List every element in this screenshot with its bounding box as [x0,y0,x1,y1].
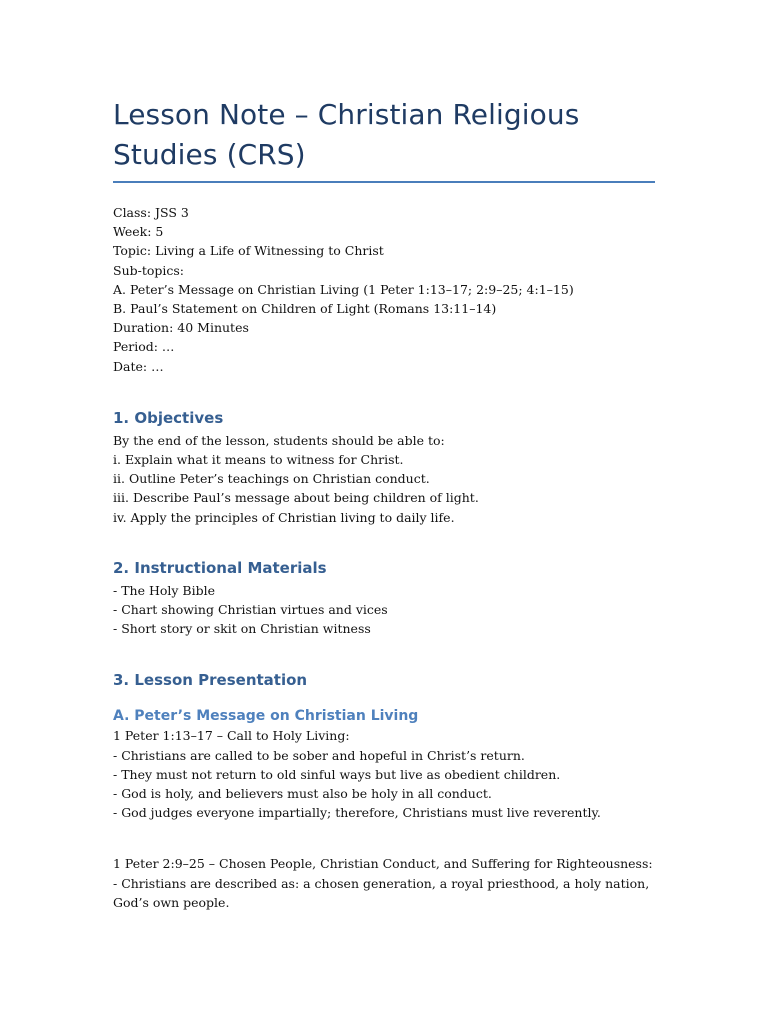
material-item: - Short story or skit on Christian witness [113,621,371,637]
meta-subtopics-label: Sub-topics: [113,262,185,278]
materials-heading: 2. Instructional Materials [113,558,327,577]
subsection-a-heading: A. Peter’s Message on Christian Living [113,708,419,725]
lesson-meta [113,203,655,376]
objective-item: i. Explain what it means to witness for Christ. [113,452,404,468]
peter-1-13-17-block [113,726,655,822]
bullet-point: - They must not return to old sinful ways but live as obedient children. [113,766,561,782]
objectives-intro: By the end of the lesson, students should be able to: [113,432,445,448]
materials-list [113,581,655,639]
bullet-point: - God is holy, and believers must also be holy in all conduct. [113,786,492,802]
meta-week: Week: 5 [113,224,164,240]
meta-date: Date: … [113,358,164,374]
material-item: - The Holy Bible [113,582,215,598]
meta-subtopic-b: B. Paul’s Statement on Children of Light (Romans 13:11–14) [113,301,497,317]
title-underline [113,181,655,183]
passage-title: 1 Peter 2:9–25 – Chosen People, Christian Conduct, and Suffering for Righteousness: [113,856,653,872]
peter-2-9-25-block [113,854,655,912]
presentation-heading: 3. Lesson Presentation [113,671,308,690]
meta-duration: Duration: 40 Minutes [113,320,249,336]
objective-item: iii. Describe Paul’s message about being children of light. [113,490,479,506]
meta-period: Period: … [113,339,175,355]
meta-subtopic-a: A. Peter’s Message on Christian Living (1 Peter 1:13–17; 2:9–25; 4:1–15) [113,281,574,297]
objective-item: iv. Apply the principles of Christian living to daily life. [113,509,455,525]
meta-class: Class: JSS 3 [113,205,189,220]
objectives-list [113,431,655,527]
bullet-point: - Christians are called to be sober and hopeful in Christ’s return. [113,747,525,763]
material-item: - Chart showing Christian virtues and vices [113,602,388,618]
bullet-point: - God judges everyone impartially; therefore, Christians must live reverently. [113,805,601,821]
objective-item: ii. Outline Peter’s teachings on Christian conduct. [113,471,430,487]
meta-topic: Topic: Living a Life of Witnessing to Christ [113,243,384,259]
document-title: Lesson Note – Christian Religious Studies (CRS) [113,98,580,171]
passage-title: 1 Peter 1:13–17 – Call to Holy Living: [113,728,350,744]
objectives-heading: 1. Objectives [113,408,224,427]
document-page [113,95,655,912]
bullet-point: - Christians are described as: a chosen generation, a royal priesthood, a holy nation, God’s own people. [113,875,650,910]
